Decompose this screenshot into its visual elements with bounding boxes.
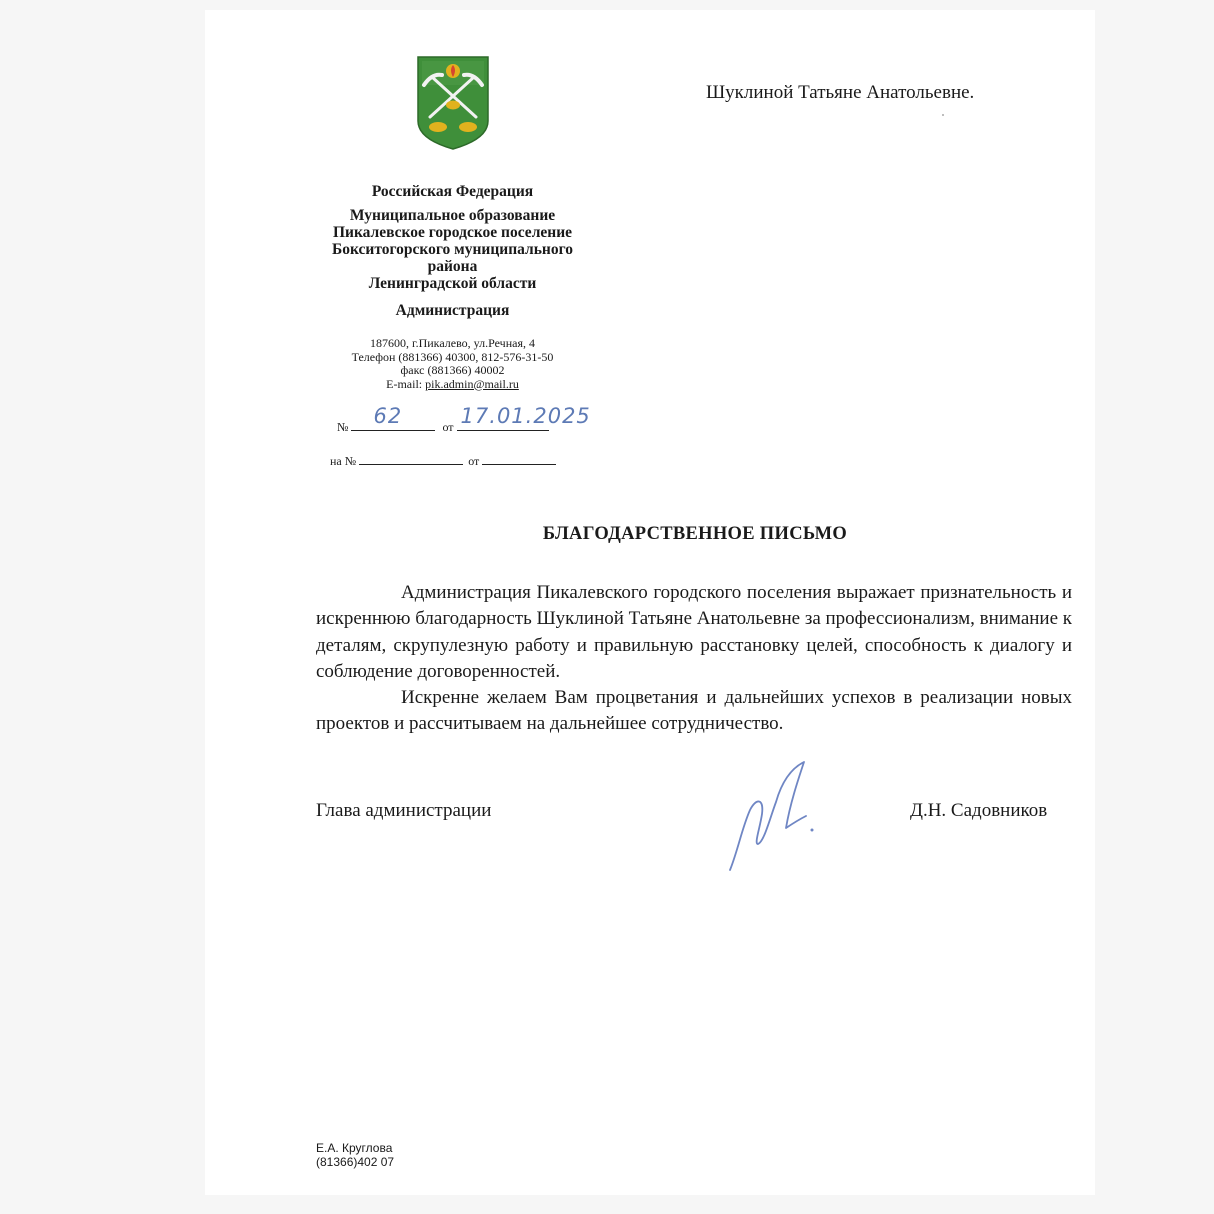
header-municipal-line: Бокситогорского муниципального — [332, 241, 573, 258]
registration-number-value: 62 — [373, 404, 403, 428]
signatory-role: Глава администрации — [316, 800, 492, 821]
registration-number-label: № — [337, 420, 349, 434]
addressee: Шуклиной Татьяне Анатольевне. — [706, 82, 975, 103]
reply-row — [330, 452, 556, 469]
handwritten-signature — [720, 758, 830, 876]
header-municipal-line: Ленинградской области — [368, 275, 537, 292]
header-municipal-line: Пикалевское городское поселение — [332, 224, 573, 241]
registration-row — [337, 404, 591, 435]
scan-speck — [942, 114, 944, 116]
document-body — [316, 580, 1072, 738]
reply-number-field — [359, 452, 463, 465]
contact-email-link[interactable]: pik.admin@mail.ru — [425, 376, 519, 391]
executor-block — [316, 1141, 394, 1169]
reply-date-label: от — [468, 454, 480, 468]
contact-email-row — [300, 378, 605, 392]
coat-of-arms-icon — [416, 55, 490, 151]
executor-name: Е.А. Круглова — [316, 1141, 393, 1155]
reply-number-label: на № — [330, 454, 357, 468]
contact-phone: Телефон (881366) 40300, 812-576-31-50 — [351, 349, 554, 364]
body-paragraph: Искренне желаем Вам процветания и дальнейших успехов в реализации новых проектов и рассчитываем на дальнейшее сотрудничество. — [316, 687, 1072, 735]
document-title: БЛАГОДАРСТВЕННОЕ ПИСЬМО — [542, 524, 848, 544]
header-municipal-line: района — [427, 258, 478, 275]
reply-date-field — [482, 452, 556, 465]
contact-block — [300, 337, 605, 391]
executor-phone: (81366)402 07 — [316, 1155, 395, 1169]
contact-address: 187600, г.Пикалево, ул.Речная, 4 — [370, 336, 535, 350]
registration-date-field — [457, 404, 591, 431]
header-country: Российская Федерация — [371, 183, 534, 200]
header-administration: Администрация — [395, 302, 510, 319]
signatory-name: Д.Н. Садовников — [910, 800, 1048, 821]
body-paragraph: Администрация Пикалевского городского поселения выражает признательность и искреннюю благодарность Шуклиной Татьяне Анатольевне за профессионализм, внимание к деталям, скрупулезную работу и правильную расстановку целей, способность к диалогу и соблюдение договоренностей. — [316, 582, 1072, 682]
header-municipal-line: Муниципальное образование — [349, 207, 556, 224]
registration-date-value: 17.01.2025 — [460, 404, 591, 428]
registration-number-field — [351, 404, 435, 431]
contact-fax: факс (881366) 40002 — [400, 363, 505, 377]
registration-date-label: от — [442, 420, 454, 434]
contact-email-label: E-mail: — [386, 376, 426, 391]
header-municipal-block — [300, 207, 605, 292]
